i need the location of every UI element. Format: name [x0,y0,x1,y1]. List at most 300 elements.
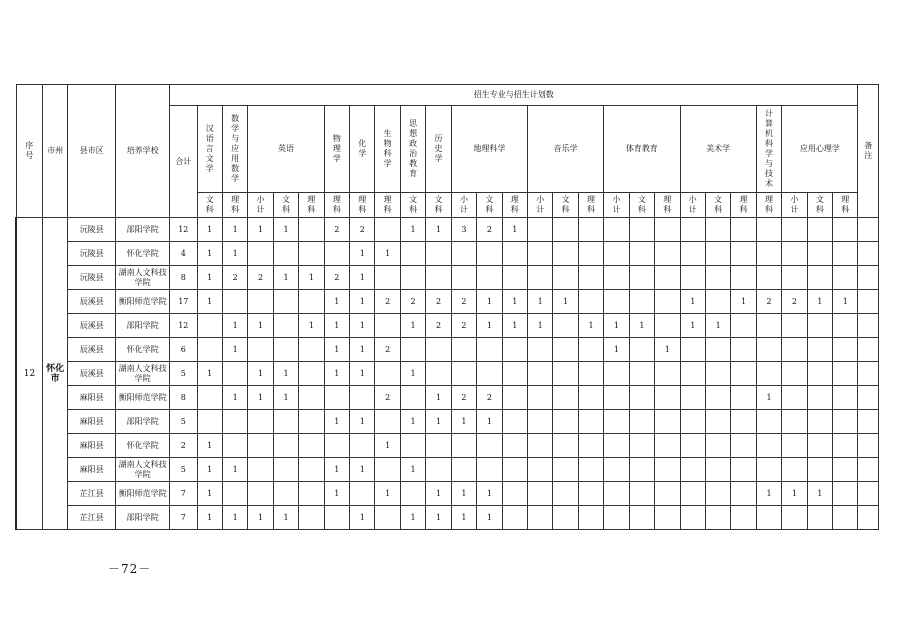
cell-value: 1 [197,242,222,266]
header-sub-category [502,193,527,218]
cell-value [502,338,527,362]
cell-value [705,242,730,266]
cell-value [782,386,807,410]
cell-value [807,386,832,410]
cell-value [299,506,324,530]
cell-value [426,362,451,386]
cell-value [299,242,324,266]
cell-value: 1 [604,338,629,362]
cell-remark [858,266,879,290]
cell-value [604,410,629,434]
cell-value [578,410,603,434]
cell-remark [858,242,879,266]
cell-value [731,338,756,362]
table-row [16,266,879,290]
table-row [16,290,879,314]
cell-value: 1 [222,218,247,242]
cell-value [731,362,756,386]
cell-value [400,434,425,458]
cell-value [756,410,781,434]
cell-value [222,290,247,314]
cell-value: 1 [222,242,247,266]
cell-value [528,242,553,266]
cell-total: 7 [170,506,197,530]
cell-value: 1 [400,362,425,386]
cell-remark [858,362,879,386]
cell-value: 2 [222,266,247,290]
cell-remark [858,290,879,314]
cell-value [655,218,680,242]
cell-value [273,434,298,458]
cell-value [655,434,680,458]
cell-value: 1 [324,314,349,338]
cell-value: 3 [451,218,476,242]
cell-county: 沅陵县 [68,266,116,290]
header-sub-label: 文科 [714,195,723,214]
cell-value: 2 [375,338,400,362]
cell-value: 1 [705,314,730,338]
header-sub-category [782,193,807,218]
cell-county: 沅陵县 [68,218,116,242]
header-major-label: 化学 [358,139,367,158]
cell-value [629,506,654,530]
header-sub-category [756,193,781,218]
cell-value [655,314,680,338]
cell-value [731,482,756,506]
cell-value [629,386,654,410]
cell-value [833,482,858,506]
cell-value [807,314,832,338]
cell-county: 辰溪县 [68,290,116,314]
cell-value: 1 [375,482,400,506]
cell-value: 1 [756,386,781,410]
cell-value: 1 [324,362,349,386]
cell-value [604,506,629,530]
cell-value [528,458,553,482]
cell-value: 1 [655,338,680,362]
cell-value [324,506,349,530]
cell-value [528,338,553,362]
cell-value: 1 [273,218,298,242]
cell-value: 2 [477,386,502,410]
header-sub-category [350,193,375,218]
cell-value: 1 [400,410,425,434]
cell-remark [858,386,879,410]
cell-value [578,482,603,506]
cell-value: 2 [375,290,400,314]
cell-value [680,482,705,506]
cell-total: 8 [170,386,197,410]
cell-value [807,242,832,266]
cell-value: 2 [350,218,375,242]
cell-value [350,482,375,506]
cell-total: 8 [170,266,197,290]
cell-value [833,242,858,266]
cell-value [705,506,730,530]
cell-value [502,482,527,506]
cell-value [375,218,400,242]
header-sub-category [451,193,476,218]
header-major-label: 数学与应用数学 [231,114,240,183]
table-row [16,434,879,458]
cell-value: 1 [222,338,247,362]
cell-value [222,482,247,506]
cell-value: 1 [604,314,629,338]
cell-value: 1 [324,410,349,434]
header-major-label: 计算机科学与技术 [765,109,773,188]
header-sub-label: 小计 [790,195,799,214]
cell-value [553,314,578,338]
cell-remark [858,434,879,458]
cell-value: 1 [451,506,476,530]
cell-school: 怀化学院 [116,338,170,362]
header-sub-label: 理科 [510,195,519,214]
cell-value: 1 [629,314,654,338]
cell-value: 1 [248,218,273,242]
header-sub-category [375,193,400,218]
cell-value [528,482,553,506]
table-row [16,482,879,506]
cell-value [248,290,273,314]
cell-value [273,482,298,506]
cell-value [553,458,578,482]
cell-value: 2 [324,266,349,290]
header-seq [16,85,42,218]
cell-value: 1 [807,290,832,314]
cell-value [782,266,807,290]
cell-value: 2 [426,314,451,338]
cell-value [553,218,578,242]
header-sub-category [807,193,832,218]
cell-value [731,506,756,530]
header-sub-label: 文科 [205,195,214,214]
cell-remark [858,218,879,242]
cell-county: 麻阳县 [68,434,116,458]
header-sub-label: 文科 [637,195,646,214]
cell-county: 辰溪县 [68,314,116,338]
cell-value [299,218,324,242]
cell-value: 1 [350,362,375,386]
cell-value [426,242,451,266]
cell-value: 1 [350,458,375,482]
cell-value: 1 [553,290,578,314]
cell-value [350,386,375,410]
cell-value [248,434,273,458]
cell-value: 1 [731,290,756,314]
cell-value [477,242,502,266]
cell-value [324,386,349,410]
header-sub-category [197,193,222,218]
cell-value [833,506,858,530]
cell-value [273,242,298,266]
cell-value [705,266,730,290]
cell-value [400,242,425,266]
cell-value: 1 [400,458,425,482]
cell-value: 1 [782,482,807,506]
header-seq-label: 序号 [25,141,34,160]
cell-value [680,458,705,482]
header-major [324,106,349,193]
cell-value [197,338,222,362]
header-sub-category [324,193,349,218]
cell-value: 1 [197,266,222,290]
group-city-label: 怀化市 [46,363,65,384]
header-major: 音乐学 [528,106,604,193]
cell-value [273,338,298,362]
cell-value: 1 [299,266,324,290]
header-sub-label: 理科 [663,195,672,214]
cell-value: 1 [680,314,705,338]
cell-value [375,410,400,434]
cell-value: 1 [350,290,375,314]
cell-value: 2 [426,290,451,314]
cell-value [705,362,730,386]
header-major [350,106,375,193]
cell-county: 麻阳县 [68,458,116,482]
header-sub-label: 小计 [536,195,545,214]
cell-school: 邵阳学院 [116,218,170,242]
cell-county: 芷江县 [68,482,116,506]
cell-value [604,290,629,314]
cell-value [655,266,680,290]
cell-total: 7 [170,482,197,506]
header-sub-category [248,193,273,218]
cell-value [604,482,629,506]
cell-value [756,218,781,242]
header-sub-category [222,193,247,218]
cell-value: 1 [375,434,400,458]
cell-value [553,266,578,290]
header-county: 县市区 [68,85,116,218]
cell-value [807,458,832,482]
cell-value [273,458,298,482]
cell-value [782,218,807,242]
cell-value [756,458,781,482]
cell-value [528,506,553,530]
cell-value: 2 [756,290,781,314]
cell-value: 2 [451,314,476,338]
header-sub-category [629,193,654,218]
cell-remark [858,506,879,530]
cell-value: 1 [273,506,298,530]
cell-value: 1 [477,506,502,530]
cell-value [299,362,324,386]
cell-value [528,386,553,410]
header-major: 体育教育 [604,106,680,193]
cell-value: 1 [578,314,603,338]
cell-total: 2 [170,434,197,458]
cell-value [299,482,324,506]
cell-value: 1 [833,290,858,314]
table-row [16,338,879,362]
table-row [16,218,879,242]
cell-school: 衡阳师范学院 [116,290,170,314]
cell-value [528,410,553,434]
header-sub-category [426,193,451,218]
cell-value [477,458,502,482]
header-major: 地理科学 [451,106,527,193]
cell-value [680,410,705,434]
cell-value: 1 [477,482,502,506]
cell-value [604,386,629,410]
cell-value [629,290,654,314]
header-major: 美术学 [680,106,756,193]
cell-value [197,386,222,410]
cell-value [807,506,832,530]
header-school: 培养学校 [116,85,170,218]
cell-value: 1 [350,410,375,434]
cell-value: 1 [324,482,349,506]
cell-total: 12 [170,314,197,338]
header-major: 英语 [248,106,324,193]
cell-value [782,314,807,338]
cell-value [782,458,807,482]
cell-total: 17 [170,290,197,314]
cell-value [807,434,832,458]
cell-value [578,290,603,314]
cell-value [756,434,781,458]
cell-county: 麻阳县 [68,386,116,410]
cell-school: 衡阳师范学院 [116,386,170,410]
cell-value [731,458,756,482]
cell-value: 1 [197,290,222,314]
header-sub-label: 理科 [231,195,240,214]
header-sub-label: 文科 [409,195,418,214]
cell-value: 2 [451,386,476,410]
cell-value: 1 [350,266,375,290]
cell-value [553,386,578,410]
cell-value [299,458,324,482]
header-sub-category [299,193,324,218]
table-row [16,362,879,386]
cell-school: 怀化学院 [116,242,170,266]
cell-value [324,434,349,458]
cell-value [705,338,730,362]
cell-county: 麻阳县 [68,410,116,434]
cell-value: 1 [375,242,400,266]
cell-value [451,458,476,482]
cell-value [756,506,781,530]
cell-value [426,434,451,458]
cell-value: 1 [477,314,502,338]
cell-value [807,410,832,434]
cell-value [299,338,324,362]
header-plan-title: 招生专业与招生计划数 [170,85,858,106]
cell-value [680,266,705,290]
cell-value: 1 [222,386,247,410]
header-sub-label: 理科 [587,195,596,214]
cell-school: 邵阳学院 [116,314,170,338]
cell-value [375,458,400,482]
header-sub-label: 理科 [307,195,316,214]
cell-value [197,410,222,434]
cell-value [680,338,705,362]
header-city: 市州 [42,85,67,218]
cell-value [451,434,476,458]
header-major-label: 物理学 [332,134,341,163]
header-sub-label: 理科 [765,195,773,214]
cell-value: 1 [477,410,502,434]
cell-value [629,410,654,434]
header-sub-label: 文科 [815,195,824,214]
cell-value [451,362,476,386]
cell-value [629,218,654,242]
header-remark-label: 备注 [864,141,873,160]
cell-value [299,434,324,458]
header-sub-label: 小计 [612,195,621,214]
cell-value [833,410,858,434]
cell-value [807,218,832,242]
cell-value: 2 [324,218,349,242]
cell-value: 1 [324,290,349,314]
cell-value [655,410,680,434]
cell-value [528,218,553,242]
cell-value [502,410,527,434]
cell-value [782,506,807,530]
cell-value [731,386,756,410]
cell-value: 1 [350,338,375,362]
cell-value [426,266,451,290]
cell-value [426,338,451,362]
cell-value [655,242,680,266]
cell-value: 1 [350,506,375,530]
cell-total: 5 [170,410,197,434]
header-sub-label: 理科 [358,195,367,214]
cell-school: 湖南人文科技学院 [116,458,170,482]
cell-value [833,458,858,482]
cell-value [578,338,603,362]
header-major-label: 历史学 [434,134,443,163]
cell-school: 衡阳师范学院 [116,482,170,506]
cell-value [680,362,705,386]
cell-value [655,482,680,506]
cell-value: 1 [477,290,502,314]
cell-value [731,266,756,290]
header-major-label: 思想政治教育 [409,119,418,178]
cell-value [324,242,349,266]
cell-value [400,266,425,290]
cell-value [375,362,400,386]
cell-value: 1 [197,482,222,506]
cell-value: 1 [197,218,222,242]
cell-value [477,434,502,458]
cell-value: 1 [756,482,781,506]
cell-value [833,362,858,386]
cell-value: 1 [451,482,476,506]
group-city [42,218,67,530]
cell-value: 1 [273,362,298,386]
cell-total: 4 [170,242,197,266]
cell-value: 1 [426,506,451,530]
cell-value [273,290,298,314]
header-total: 合计 [170,106,197,218]
cell-value [655,362,680,386]
cell-value [578,506,603,530]
header-major [756,106,781,193]
cell-value: 1 [222,506,247,530]
cell-value [604,458,629,482]
cell-value [578,458,603,482]
cell-value [833,218,858,242]
header-sub-category [528,193,553,218]
cell-total: 5 [170,362,197,386]
enrollment-plan-table [15,84,879,530]
cell-value [578,242,603,266]
cell-value: 1 [222,458,247,482]
header-sub-category [273,193,298,218]
table-row [16,458,879,482]
cell-school: 邵阳学院 [116,410,170,434]
